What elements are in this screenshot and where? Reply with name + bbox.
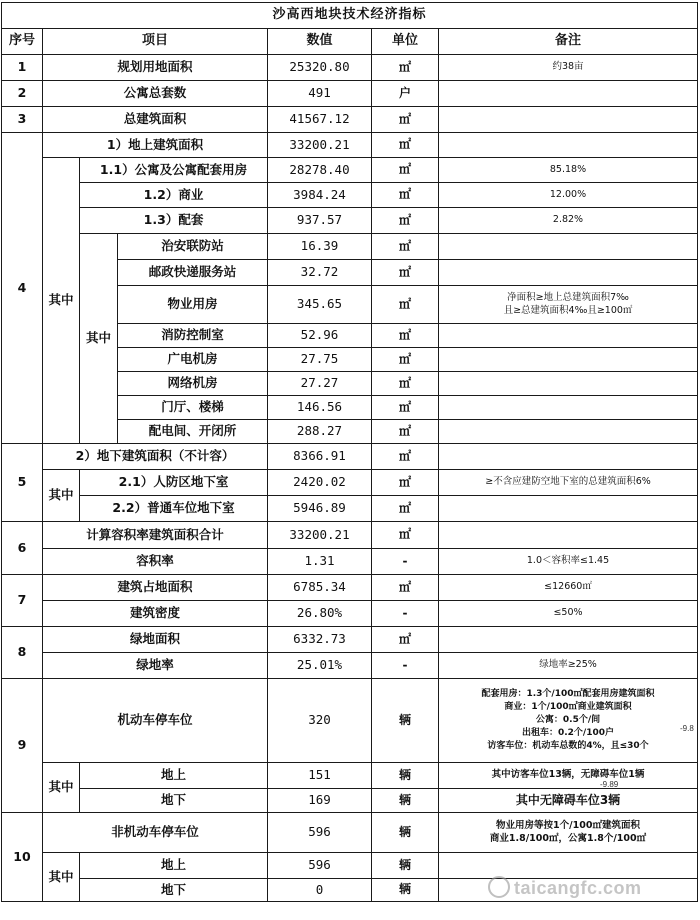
row-unit: - <box>372 653 439 679</box>
header-no: 序号 <box>2 29 43 55</box>
watermark-logo-icon <box>488 876 510 898</box>
row-unit: ㎡ <box>372 396 439 420</box>
note-line: 访客车位：机动车总数的4%，且≤30个 <box>487 741 649 752</box>
row-item: 治安联防站 <box>118 234 268 260</box>
row-note: ≤12660㎡ <box>439 575 698 601</box>
row-value: 169 <box>268 789 372 813</box>
row-note: 12.00% <box>439 183 698 208</box>
row-note: 绿地率≥25% <box>439 653 698 679</box>
row-unit: - <box>372 549 439 575</box>
row-no: 10 <box>2 813 43 902</box>
row-note <box>439 444 698 470</box>
table-row <box>2 679 698 763</box>
row-item: 绿地率 <box>43 653 268 679</box>
qizhong-label: 其中 <box>43 853 80 902</box>
row-value: 5946.89 <box>268 496 372 522</box>
row-no: 5 <box>2 444 43 522</box>
row-item: 公寓总套数 <box>43 81 268 107</box>
row-item: 2.2）普通车位地下室 <box>80 496 268 522</box>
qizhong-label: 其中 <box>43 763 80 813</box>
row-no: 8 <box>2 627 43 679</box>
row-item: 广电机房 <box>118 348 268 372</box>
row-note: ≥不含应建防空地下室的总建筑面积6% <box>439 470 698 496</box>
row-value: 8366.91 <box>268 444 372 470</box>
table-row <box>2 653 698 679</box>
row-item: 建筑密度 <box>43 601 268 627</box>
table-row <box>2 133 698 158</box>
note-line: 商业：1个/100㎡商业建筑面积 <box>504 701 632 712</box>
header-row <box>2 29 698 55</box>
row-unit: ㎡ <box>372 420 439 444</box>
row-note: 约38亩 <box>439 55 698 81</box>
row-value: 596 <box>268 813 372 853</box>
row-unit: ㎡ <box>372 522 439 549</box>
table-row <box>2 496 698 522</box>
row-item: 2.1）人防区地下室 <box>80 470 268 496</box>
row-value: 320 <box>268 679 372 763</box>
row-unit: ㎡ <box>372 348 439 372</box>
table-row <box>2 763 698 789</box>
row-value: 596 <box>268 853 372 879</box>
row-no: 7 <box>2 575 43 627</box>
row-unit: ㎡ <box>372 324 439 348</box>
row-value: 3984.24 <box>268 183 372 208</box>
row-value: 28278.40 <box>268 158 372 183</box>
row-unit: ㎡ <box>372 158 439 183</box>
row-unit: ㎡ <box>372 55 439 81</box>
row-item: 地下 <box>80 879 268 902</box>
table-row <box>2 627 698 653</box>
qizhong-label: 其中 <box>43 470 80 522</box>
row-item: 门厅、楼梯 <box>118 396 268 420</box>
row-unit: ㎡ <box>372 260 439 286</box>
row-item: 地上 <box>80 763 268 789</box>
header-item: 项目 <box>43 29 268 55</box>
table-row <box>2 81 698 107</box>
row-value: 26.80% <box>268 601 372 627</box>
row-value: 2420.02 <box>268 470 372 496</box>
row-unit: 辆 <box>372 763 439 789</box>
row-unit: ㎡ <box>372 372 439 396</box>
row-no: 2 <box>2 81 43 107</box>
qizhong-label: 其中 <box>80 234 118 444</box>
row-unit: ㎡ <box>372 470 439 496</box>
row-value: 32.72 <box>268 260 372 286</box>
table-row <box>2 575 698 601</box>
row-note <box>439 496 698 522</box>
row-unit: 辆 <box>372 879 439 902</box>
header-note: 备注 <box>439 29 698 55</box>
row-value: 345.65 <box>268 286 372 324</box>
side-annotation: -9.89 <box>600 780 619 789</box>
row-item: 1.2）商业 <box>80 183 268 208</box>
table-row <box>2 601 698 627</box>
table-row <box>2 55 698 81</box>
row-unit: ㎡ <box>372 444 439 470</box>
row-note <box>439 107 698 133</box>
row-item: 2）地下建筑面积（不计容） <box>43 444 268 470</box>
row-no: 9 <box>2 679 43 813</box>
watermark-text: taicangfc.com <box>514 878 642 898</box>
table-title: 沙高西地块技术经济指标 <box>2 3 698 29</box>
row-unit: 辆 <box>372 679 439 763</box>
row-item: 规划用地面积 <box>43 55 268 81</box>
row-unit: ㎡ <box>372 627 439 653</box>
row-value: 27.75 <box>268 348 372 372</box>
table-row <box>2 158 698 183</box>
row-value: 27.27 <box>268 372 372 396</box>
row-value: 41567.12 <box>268 107 372 133</box>
row-item: 1.1）公寓及公寓配套用房 <box>80 158 268 183</box>
row-value: 16.39 <box>268 234 372 260</box>
row-no: 4 <box>2 133 43 444</box>
row-note <box>439 81 698 107</box>
note-line: 且≥总建筑面积4‰且≥100㎡ <box>503 304 633 316</box>
row-item: 1.3）配套 <box>80 208 268 234</box>
table-row <box>2 234 698 260</box>
table-row <box>2 183 698 208</box>
row-value: 288.27 <box>268 420 372 444</box>
row-value: 1.31 <box>268 549 372 575</box>
table-row <box>2 208 698 234</box>
row-item: 配电间、开闭所 <box>118 420 268 444</box>
table-row <box>2 853 698 879</box>
table-row <box>2 549 698 575</box>
row-unit: 辆 <box>372 789 439 813</box>
row-value: 0 <box>268 879 372 902</box>
side-annotation: -9.8 <box>680 724 694 733</box>
row-value: 52.96 <box>268 324 372 348</box>
row-note: 2.82% <box>439 208 698 234</box>
qizhong-label: 其中 <box>43 158 80 444</box>
row-unit: ㎡ <box>372 575 439 601</box>
row-note <box>439 522 698 549</box>
row-value: 151 <box>268 763 372 789</box>
row-item: 计算容积率建筑面积合计 <box>43 522 268 549</box>
row-unit: - <box>372 601 439 627</box>
row-item: 非机动车停车位 <box>43 813 268 853</box>
row-note <box>439 286 698 324</box>
row-value: 491 <box>268 81 372 107</box>
row-item: 消防控制室 <box>118 324 268 348</box>
row-value: 33200.21 <box>268 522 372 549</box>
row-item: 1）地上建筑面积 <box>43 133 268 158</box>
row-unit: ㎡ <box>372 208 439 234</box>
row-unit: 辆 <box>372 853 439 879</box>
table-row <box>2 470 698 496</box>
row-unit: ㎡ <box>372 133 439 158</box>
row-value: 33200.21 <box>268 133 372 158</box>
row-value: 25.01% <box>268 653 372 679</box>
row-item: 地上 <box>80 853 268 879</box>
watermark <box>488 876 642 899</box>
tech-econ-indicator-table <box>1 2 698 902</box>
row-no: 1 <box>2 55 43 81</box>
row-unit: ㎡ <box>372 496 439 522</box>
row-note: 其中无障碍车位3辆 <box>439 789 698 813</box>
row-item: 物业用房 <box>118 286 268 324</box>
row-unit: ㎡ <box>372 234 439 260</box>
row-value: 937.57 <box>268 208 372 234</box>
row-value: 6332.73 <box>268 627 372 653</box>
row-item: 容积率 <box>43 549 268 575</box>
row-value: 146.56 <box>268 396 372 420</box>
row-value: 25320.80 <box>268 55 372 81</box>
row-note <box>439 813 698 853</box>
note-line: 净面积≥地上总建筑面积7‰ <box>507 292 629 304</box>
row-item: 绿地面积 <box>43 627 268 653</box>
note-line: 公寓：0.5个/间 <box>535 714 601 725</box>
row-note <box>439 133 698 158</box>
row-unit: ㎡ <box>372 183 439 208</box>
row-item: 建筑占地面积 <box>43 575 268 601</box>
row-unit: ㎡ <box>372 286 439 324</box>
table-row <box>2 522 698 549</box>
row-unit: 户 <box>372 81 439 107</box>
row-value: 6785.34 <box>268 575 372 601</box>
note-line: 出租车：0.2个/100户 <box>521 728 615 739</box>
table-row <box>2 789 698 813</box>
row-note <box>439 627 698 653</box>
row-item: 机动车停车位 <box>43 679 268 763</box>
row-note: ≤50% <box>439 601 698 627</box>
header-unit: 单位 <box>372 29 439 55</box>
table-row <box>2 107 698 133</box>
row-note: 其中访客车位13辆，无障碍车位1辆 <box>439 763 698 789</box>
header-value: 数值 <box>268 29 372 55</box>
table-row <box>2 444 698 470</box>
row-item: 网络机房 <box>118 372 268 396</box>
row-note <box>439 679 698 763</box>
row-unit: ㎡ <box>372 107 439 133</box>
row-unit: 辆 <box>372 813 439 853</box>
row-note: 1.0＜容积率≤1.45 <box>439 549 698 575</box>
note-line: 物业用房等按1个/100㎡建筑面积 <box>496 820 640 832</box>
row-item: 邮政快递服务站 <box>118 260 268 286</box>
row-item: 总建筑面积 <box>43 107 268 133</box>
row-no: 3 <box>2 107 43 133</box>
row-no: 6 <box>2 522 43 575</box>
row-note <box>439 853 698 879</box>
note-line: 配套用房：1.3个/100㎡配套用房建筑面积 <box>481 688 655 699</box>
note-line: 商业1.8/100㎡，公寓1.8个/100㎡ <box>489 832 647 844</box>
row-note: 85.18% <box>439 158 698 183</box>
table-row <box>2 813 698 853</box>
row-item: 地下 <box>80 789 268 813</box>
